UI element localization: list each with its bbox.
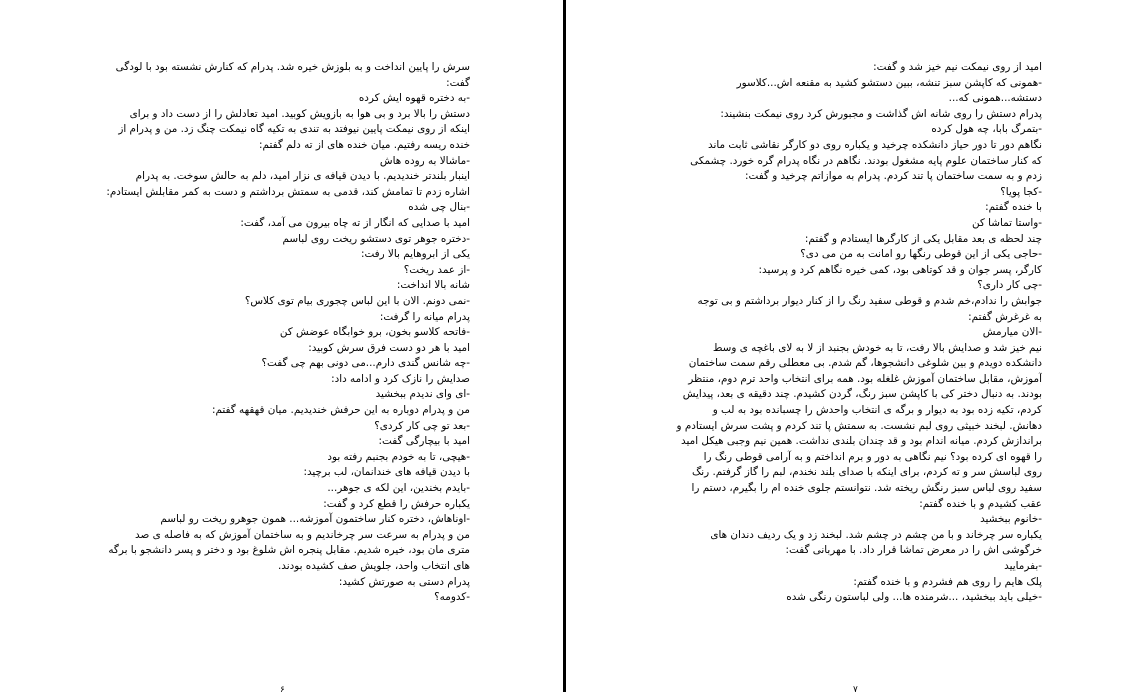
text-line: -بتمرگ بابا، چه هول کرده: [931, 123, 1042, 136]
text-line: دانشکده دویدم و بین شلوغی دانشجوها، گم شدم. بی معطلی رقم سمت ساختمان: [688, 357, 1042, 370]
text-line: -به دختره قهوه ایش کرده: [358, 92, 470, 105]
text-line: سرش را پایین انداخت و به بلوزش خیره شد. پدرام که کنارش نشسته بود با لودگی: [115, 61, 470, 73]
text-line: گفت:: [446, 76, 470, 89]
text-line: یکی از ابروهایم بالا رفت:: [360, 248, 470, 261]
text-line: -بایدم بخندین، این لکه ی جوهر...: [327, 482, 470, 495]
text-line: -ای وای ندیدم ببخشید: [375, 388, 470, 401]
text-line: -اوناهاش، دختره کنار ساختمون آموزشه... همون جوهرو ریخت رو لباسم: [160, 513, 470, 526]
text-line: من و پدرام به سرعت سر چرخاندیم و به ساختمان آموزش که به فاصله ی صد: [135, 528, 470, 541]
text-line: پدرام دستی به صورتش کشید:: [338, 575, 470, 588]
text-line: اینبار بلندتر خندیدیم. با دیدن قیافه ی نزار امید، دلم به حالش سوخت. به پدرام: [135, 170, 470, 183]
text-line: -هیچی، تا به خودم بجنبم رفته بود: [327, 450, 470, 463]
text-line: متری مان بود، خیره شدیم. مقابل پنجره اش شلوغ بود و دختر و پسر دانشجو با برگه: [108, 544, 470, 557]
text-line: عقب کشیدم و با خنده گفتم:: [919, 497, 1042, 510]
text-line: که کنار ساختمان علوم پایه مشغول بودند. نگاهم در نگاه پدرام گره خورد. چشمکی: [690, 154, 1042, 167]
text-line: پدرام دستش را روی شانه اش گذاشت و مجبورش کرد روی نیمکت بنشیند:: [720, 107, 1042, 120]
text-line: چند لحظه ی بعد مقابل یکی از کارگرها ایستادم و گفتم:: [804, 232, 1042, 245]
text-line: -حاجی یکی از این قوطی رنگها رو امانت به من می دی؟: [800, 248, 1042, 261]
text-line: -از عمد ریخت؟: [403, 263, 470, 276]
text-line: دستش را بالا برد و بی هوا به بازویش کوبید. امید تعادلش را از دست داد و برای: [129, 107, 470, 120]
text-line: -دختره جوهر توی دستشو ریخت روی لباسم: [282, 232, 470, 245]
text-line: -همونی که کاپشن سبز تنشه، ببین دستشو کشید به مقنعه اش...کلاسور: [736, 76, 1042, 89]
text-line: نگاهم دور تا دور حیاز دانشکده چرخید و یکباره روی دو کارگر نقاشی ثابت ماند: [708, 138, 1042, 151]
left-page-text: [78, 60, 470, 688]
text-line: -ماشالا به روده هاش: [379, 154, 470, 167]
text-line: نیم خیز شد و صدایش بالا رفت، تا به خودش بجنبد از لا به لای باغچه ی وسط: [712, 341, 1042, 354]
text-line: -کجا پویا؟: [1000, 185, 1042, 198]
text-line: -کدومه؟: [434, 591, 470, 604]
page-divider: [563, 0, 566, 692]
text-line: دهانش. لبخند خبیثی روی لبم نشست. به سمتش پا تند کردم و پشت سرش ایستادم و: [676, 419, 1042, 432]
text-line: های انتخاب واحد، جلویش صف کشیده بودند.: [277, 560, 470, 572]
text-line: اینکه از روی نیمکت پایین نیوفتد به تندی به تکیه گاه نیمکت چنگ زد. من و پدرام از: [118, 123, 470, 136]
text-line: امید با بیچارگی گفت:: [378, 435, 470, 448]
text-line: -چه شانس گندی دارم...می دونی بهم چی گفت؟: [261, 357, 470, 370]
text-line: زدم و به سمت ساختمان پا تند کردم. پدرام به موازاتم چرخید و گفت:: [744, 170, 1042, 183]
text-line: جوابش را ندادم،خم شدم و قوطی سفید رنگ را از کنار دیوار برداشتم و بی توجه: [697, 294, 1042, 307]
text-line: کارگر، پسر جوان و قد کوتاهی بود، کمی خیره نگاهم کرد و پرسید:: [758, 263, 1042, 276]
text-line: به غرغرش گفتم:: [968, 310, 1042, 323]
text-line: صدایش را نازک کرد و ادامه داد:: [331, 372, 470, 385]
text-line: را قهوه ای کرده بود؟ نیم نگاهی به دور و برم انداختم و به آرامی قوطی رنگ را: [703, 450, 1042, 463]
text-line: -بنال چی شده: [408, 201, 470, 214]
text-line: با دیدن قیافه های خندانمان، لب برچید:: [303, 466, 470, 479]
text-line: دستشه...همونی که...: [948, 92, 1042, 105]
text-line: خرگوشی اش را در معرض تماشا قرار داد. با مهربانی گفت:: [785, 544, 1042, 557]
text-line: -فاتحه کلاسو بخون، برو خوابگاه عوضش کن: [279, 326, 470, 339]
text-line: اشاره زدم تا تمامش کند، قدمی به سمتش برداشتم و دست به کمر مقابلش ایستادم:: [106, 185, 470, 198]
text-line: روی لباسش سر و ته کردم، برای اینکه با صدای بلند نخندم، لبم را گاز گرفتم. رنگ: [691, 466, 1042, 479]
text-line: براندازش کردم. میانه اندام بود و قد چندان بلندی نداشت. همین نیم وجبی هیکل امید: [681, 435, 1042, 448]
text-line: سفید روی لباس سبز رنگش ریخته شد. نتوانستم جلوی خنده ام را بگیرم، دستم را: [691, 482, 1042, 495]
text-line: -بعد تو چی کار کردی؟: [374, 419, 470, 432]
text-line: -خیلی باید ببخشید، ...شرمنده ها... ولی لباستون رنگی شده: [786, 591, 1042, 604]
text-line: پلک هایم را روی هم فشردم و با خنده گفتم:: [853, 575, 1042, 588]
text-line: امید از روی نیمکت نیم خیز شد و گفت:: [873, 61, 1042, 73]
text-line: -نمی دونم. الان با این لباس چجوری بیام توی کلاس؟: [244, 294, 470, 307]
text-line: بودند. به دنبال دختر کی با کاپشن سبز رنگ، گردن کشیدم. چند دقیقه ی بعد، پیدایش: [682, 388, 1042, 401]
text-line: کردم، تکیه زده بود به دیوار و برگه ی انتخاب واحدش را چسبانده بود به لب و: [712, 404, 1042, 417]
text-line: من و پدرام دوباره به این حرفش خندیدیم. میان قهقهه گفتم:: [212, 404, 470, 417]
text-line: -چی کار داری؟: [977, 279, 1042, 292]
text-line: خنده ریسه رفتیم. میان خنده های از ته دلم گفتم:: [259, 138, 470, 151]
text-line: یکباره حرفش را قطع کرد و گفت:: [323, 497, 470, 510]
text-line: -خانوم ببخشید: [980, 513, 1042, 526]
text-line: امید با صدایی که انگار از ته چاه بیرون می آمد، گفت:: [240, 216, 470, 229]
text-line: امید با هر دو دست فرق سرش کوبید:: [308, 341, 470, 354]
text-line: شانه بالا انداخت:: [396, 279, 470, 292]
right-page-text: [650, 60, 1042, 688]
text-line: پدرام میانه را گرفت:: [379, 310, 470, 323]
text-line: آموزش، مقابل ساختمان آموزش غلغله بود. همه برای انتخاب واحد ترم دوم، منتظر: [688, 372, 1042, 385]
text-line: با خنده گفتم:: [985, 201, 1042, 214]
text-line: یکباره سر چرخاند و با من چشم در چشم شد. لبخند زد و یک ردیف دندان های: [710, 528, 1042, 541]
text-line: -بفرمایید: [1004, 560, 1042, 572]
text-line: -الان میارمش: [982, 326, 1042, 339]
text-line: -واستا تماشا کن: [971, 216, 1042, 229]
left-page-number: ۶: [280, 685, 285, 695]
right-page-number: ۷: [853, 685, 858, 695]
